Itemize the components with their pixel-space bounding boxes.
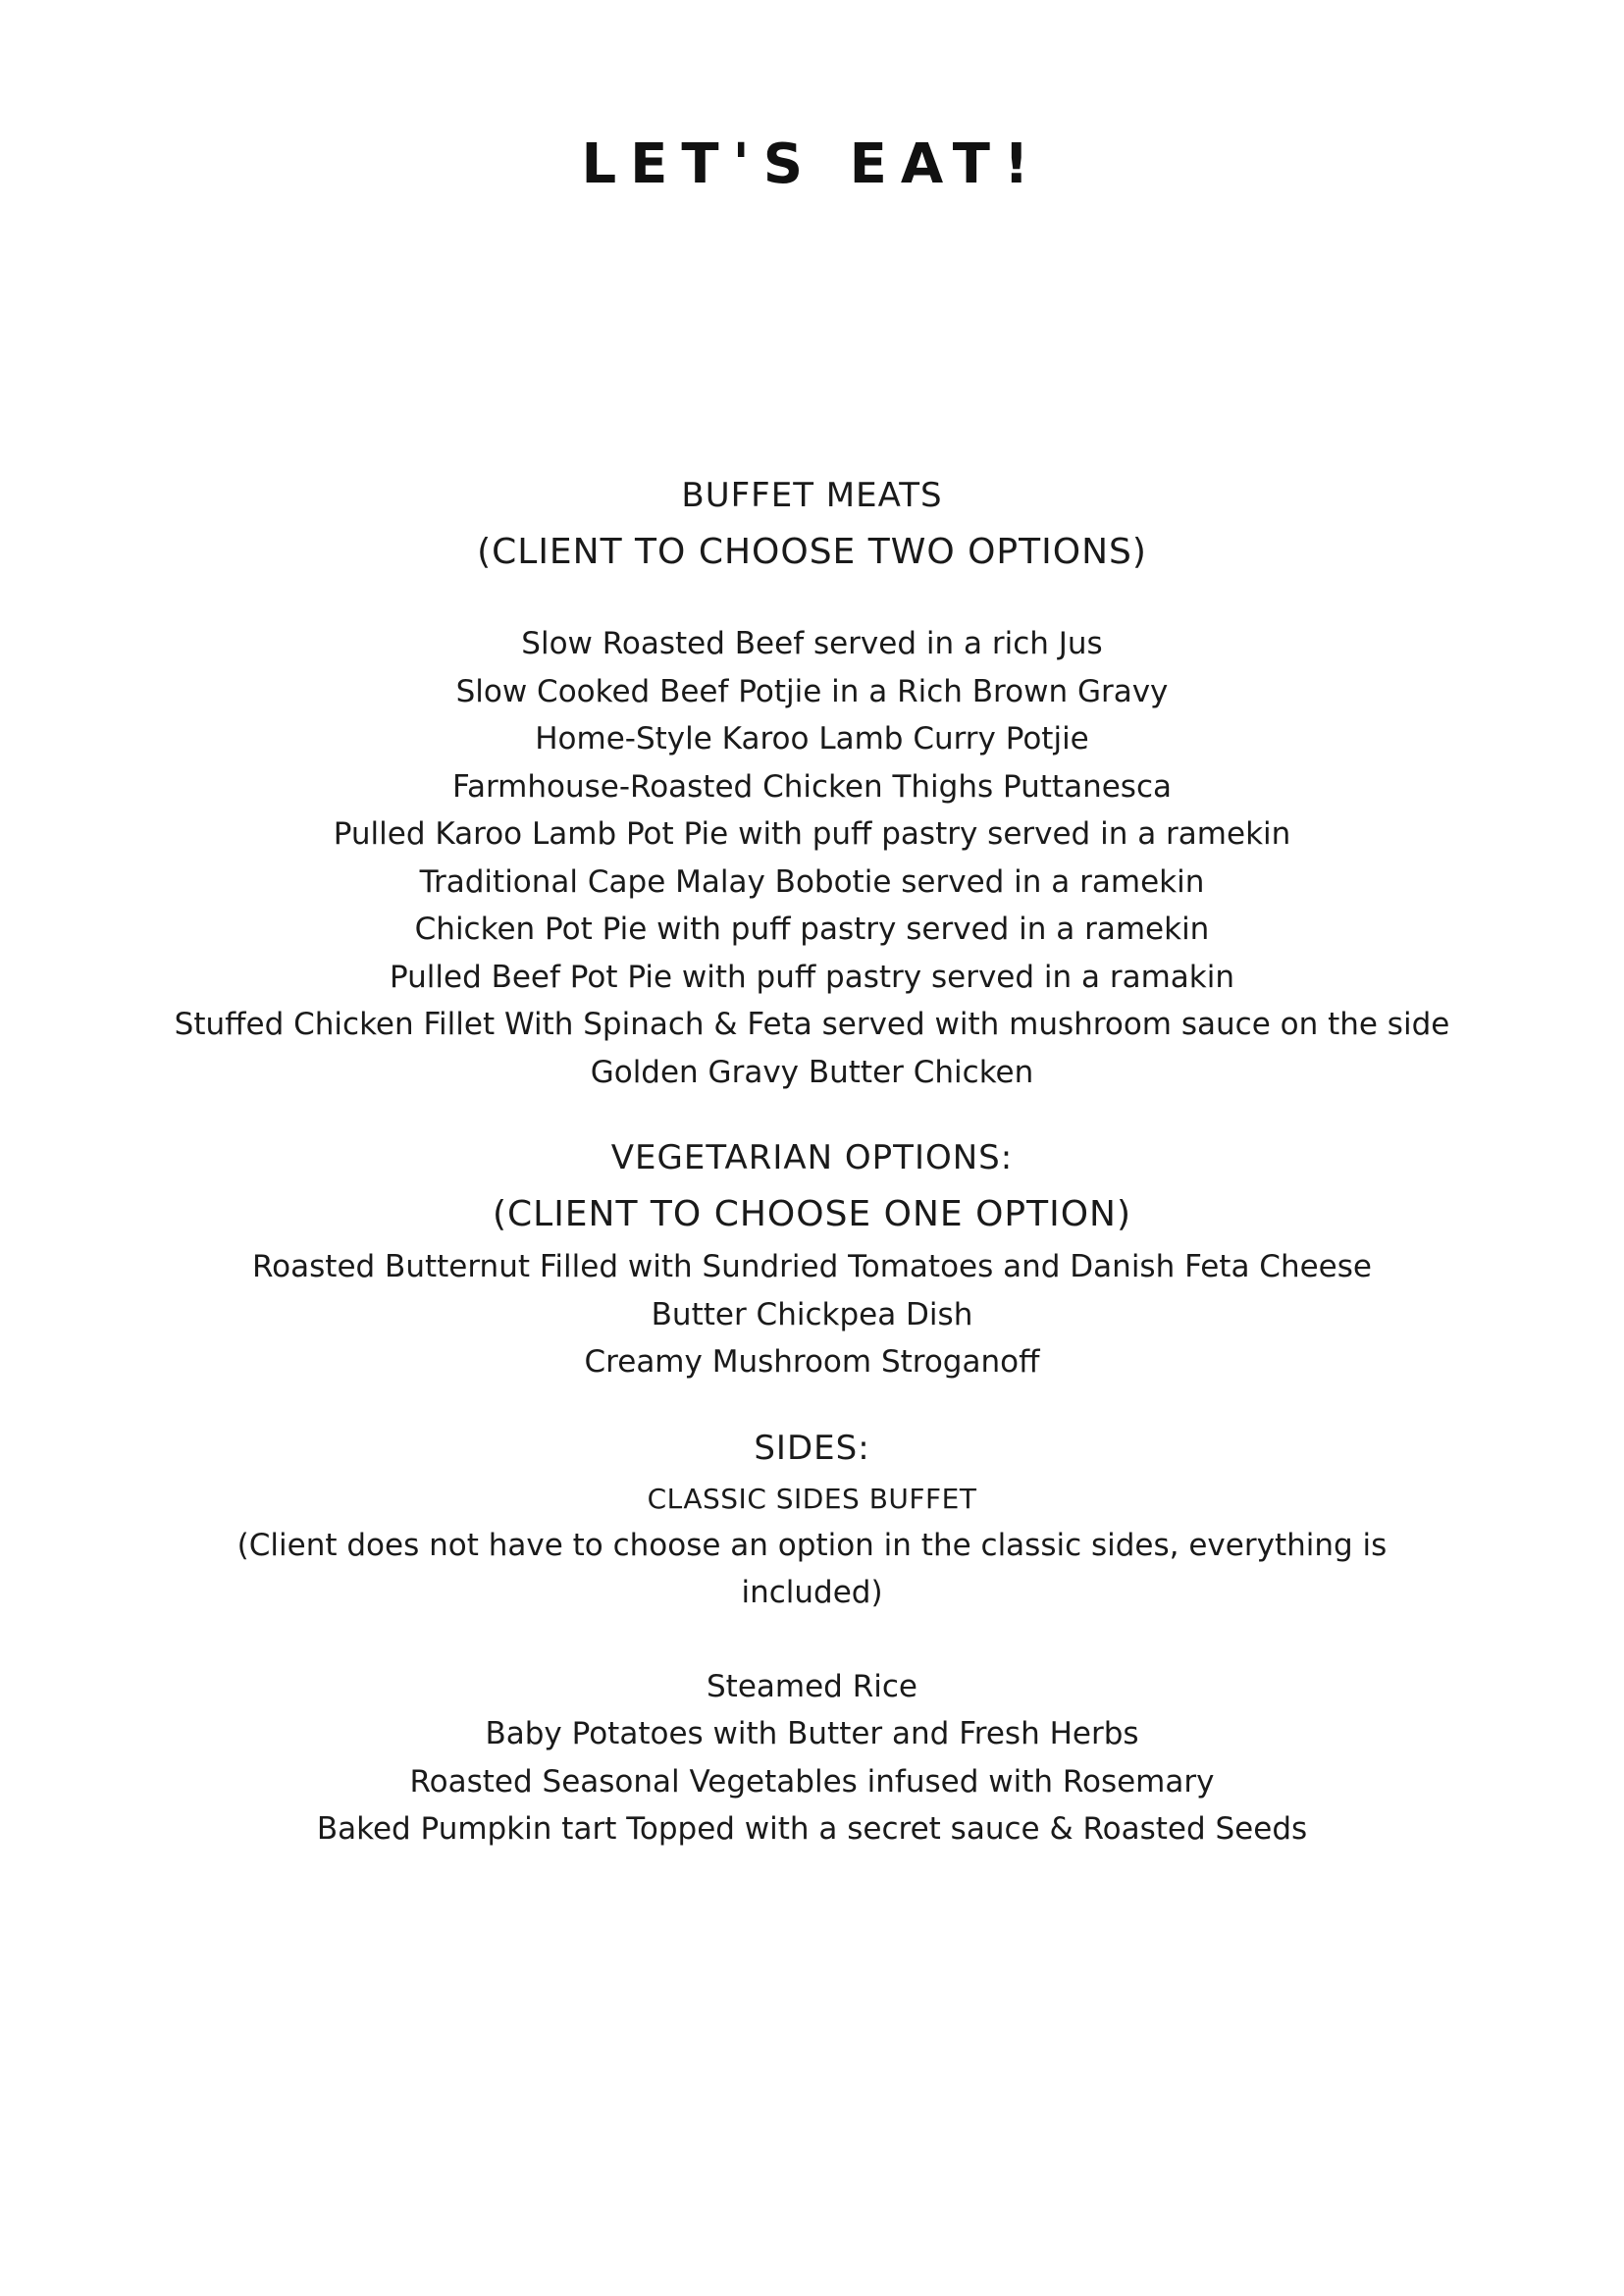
menu-item: Roasted Seasonal Vegetables infused with Rosemary	[409, 1763, 1215, 1800]
menu-content	[0, 467, 1624, 1853]
buffet-meats-list	[0, 620, 1624, 1096]
menu-item: Stuffed Chicken Fillet With Spinach & Feta served with mushroom sauce on the side	[174, 1007, 1450, 1042]
menu-item: Baked Pumpkin tart Topped with a secret sauce & Roasted Seeds	[316, 1811, 1308, 1847]
menu-item: Home-Style Karoo Lamb Curry Potjie	[535, 721, 1089, 757]
menu-item: Butter Chickpea Dish	[651, 1296, 973, 1332]
menu-item: Steamed Rice	[707, 1668, 917, 1704]
menu-item: Farmhouse-Roasted Chicken Thighs Puttanesca	[452, 768, 1172, 805]
sides-subheading: CLASSIC SIDES BUFFET	[647, 1482, 977, 1515]
page-title: LET'S EAT!	[581, 132, 1043, 196]
vegetarian-section	[0, 1129, 1624, 1386]
menu-item: Roasted Butternut Filled with Sundried Tomatoes and Danish Feta Cheese	[252, 1249, 1372, 1284]
menu-item: Pulled Karoo Lamb Pot Pie with puff pastry served in a ramekin	[333, 816, 1291, 852]
menu-item: Pulled Beef Pot Pie with puff pastry served in a ramakin	[389, 959, 1235, 995]
sides-heading: SIDES:	[754, 1428, 870, 1468]
menu-item: Chicken Pot Pie with puff pastry served in a ramekin	[414, 912, 1210, 947]
sides-list	[0, 1663, 1624, 1853]
buffet-meats-heading: BUFFET MEATS	[681, 476, 943, 515]
menu-item: Golden Gravy Butter Chicken	[590, 1054, 1034, 1090]
menu-item: Slow Cooked Beef Potjie in a Rich Brown Gravy	[455, 673, 1169, 709]
menu-item: Baby Potatoes with Butter and Fresh Herbs	[485, 1716, 1139, 1751]
vegetarian-instruction: (CLIENT TO CHOOSE ONE OPTION)	[492, 1194, 1132, 1234]
sides-note: (Client does not have to choose an option in the classic sides, everything is included)	[236, 1527, 1388, 1610]
vegetarian-heading: VEGETARIAN OPTIONS:	[610, 1138, 1014, 1177]
sides-section	[0, 1420, 1624, 1853]
vegetarian-list	[0, 1243, 1624, 1386]
menu-item: Traditional Cape Malay Bobotie served in a ramekin	[419, 863, 1205, 900]
buffet-meats-instruction: (CLIENT TO CHOOSE TWO OPTIONS)	[477, 532, 1147, 572]
buffet-meats-section	[0, 467, 1624, 1096]
menu-item: Creamy Mushroom Stroganoff	[584, 1344, 1040, 1380]
menu-item: Slow Roasted Beef served in a rich Jus	[521, 626, 1103, 661]
